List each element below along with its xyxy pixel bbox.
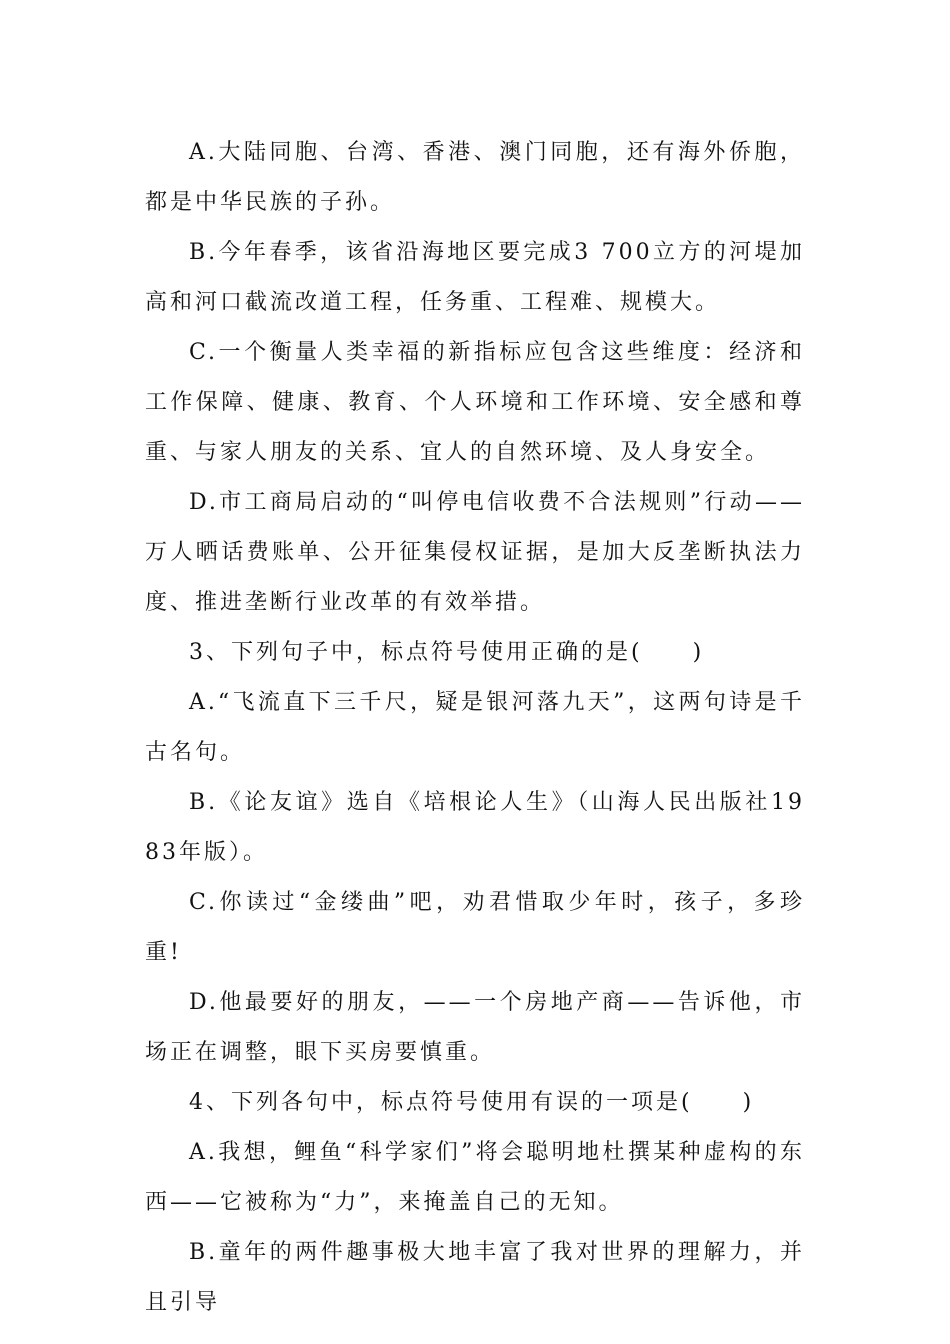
option-a-q4: A.我想，鲤鱼“科学家们”将会聪明地杜撰某种虚构的东西——它被称为“力”，来掩盖自己的无知。 — [145, 1140, 805, 1215]
option-a-q2: A.大陆同胞、台湾、香港、澳门同胞，还有海外侨胞，都是中华民族的子孙。 — [145, 140, 805, 215]
question-3: 3、下列句子中，标点符号使用正确的是( ) — [189, 640, 705, 665]
option-c-q2: C.一个衡量人类幸福的新指标应包含这些维度：经济和工作保障、健康、教育、个人环境和工作环境、安全感和尊重、与家人朋友的关系、宜人的自然环境、及人身安全。 — [145, 340, 805, 465]
option-b-q3: B.《论友谊》选自《培根论人生》（山海人民出版社1983年版）。 — [145, 790, 805, 865]
document-body — [145, 128, 805, 1328]
option-a-q3: A.“飞流直下三千尺，疑是银河落九天”，这两句诗是千古名句。 — [145, 690, 805, 765]
option-b-q2: B.今年春季，该省沿海地区要完成3 700立方的河堤加高和河口截流改道工程，任务重、工程难、规模大。 — [145, 240, 805, 315]
option-d-q2: D.市工商局启动的“叫停电信收费不合法规则”行动——万人晒话费账单、公开征集侵权证据，是加大反垄断执法力度、推进垄断行业改革的有效举措。 — [145, 490, 805, 615]
question-4: 4、下列各句中，标点符号使用有误的一项是( ) — [189, 1090, 755, 1115]
option-b-q4: B.童年的两件趣事极大地丰富了我对世界的理解力，并且引导 — [145, 1240, 805, 1315]
option-d-q3: D.他最要好的朋友，——一个房地产商——告诉他，市场正在调整，眼下买房要慎重。 — [145, 990, 805, 1065]
option-c-q3: C.你读过“金缕曲”吧，劝君惜取少年时，孩子，多珍重! — [145, 890, 805, 965]
